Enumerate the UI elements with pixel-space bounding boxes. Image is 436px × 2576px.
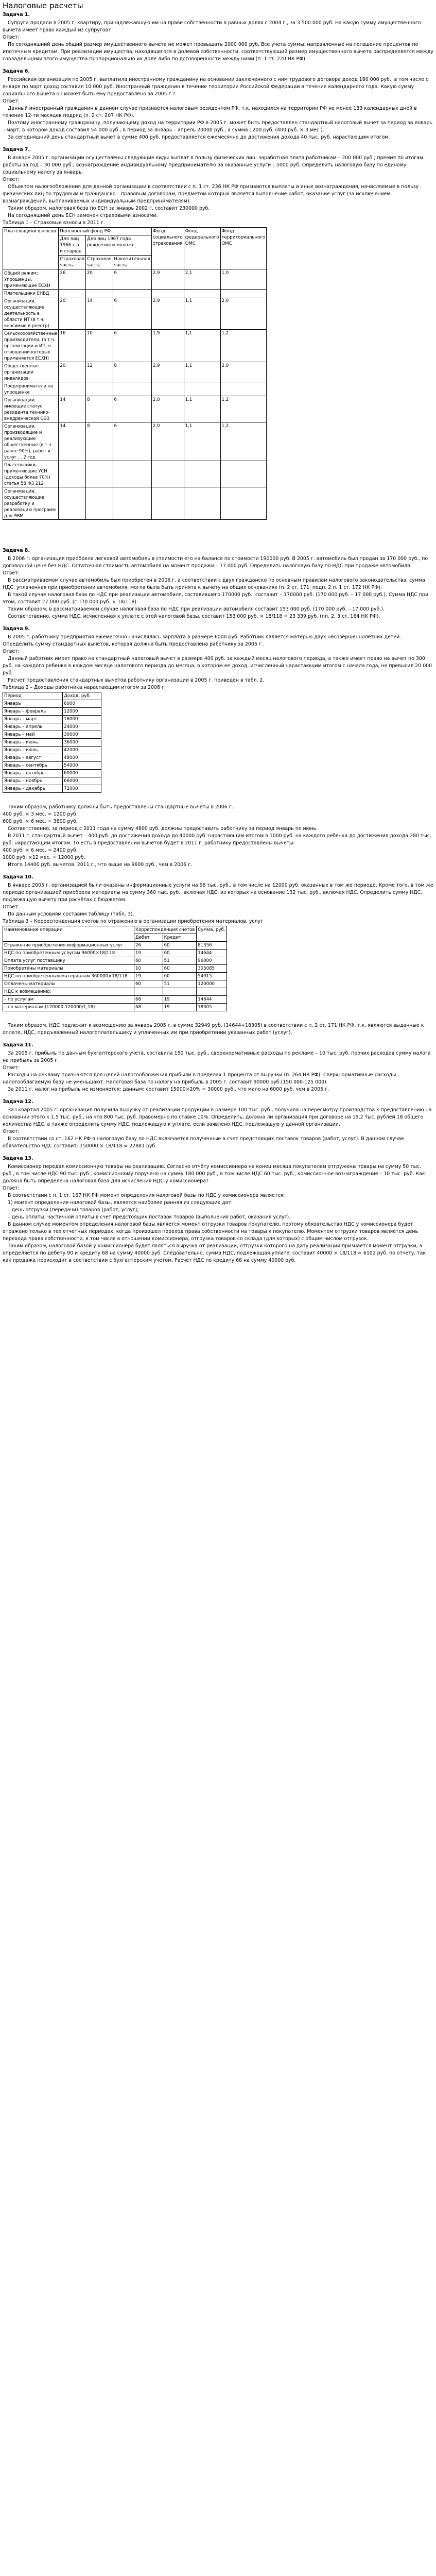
spacer	[3, 542, 433, 547]
task-title: Задача 6.	[3, 69, 30, 74]
table-cell: 72000	[63, 785, 101, 793]
paragraph: В январе 2005 г. организации осуществлены следующие виды выплат в пользу физических лиц: заработная плата работникам – 200 000 руб.; премия по итогам работы за год – 30 000 руб.; вознаграждение индивидуальному предпринимателю за оказанные услуги – 5000 руб. Определить налоговую базу по единому социальному налогу за январь.	[3, 155, 423, 175]
table-cell: 19	[163, 1004, 197, 1011]
table-cell: Январь – декабрь	[3, 785, 63, 793]
task-title: Задача 12.	[3, 1099, 33, 1105]
table-cell	[85, 382, 113, 396]
table-cell: 96000	[197, 957, 227, 965]
table-cell	[197, 988, 227, 996]
table-cell: 1,9	[151, 330, 184, 362]
table-cell: Сельскохозяйственные производители, (в т.ч. организации и ИП, в отношении которых применяется ЕСХН)	[3, 330, 59, 362]
table-cell	[85, 461, 113, 487]
table-cell: – по материалам (120000-120000/1,18)	[3, 1004, 134, 1011]
paragraph: Расходы на рекламу признаются для целей налогообложения прибыли в пределах 1 процента от выручки (п. 264 НК РФ). Сверхнормативные расходы налогооблагаемую базу не уменьшают. Налоговая база по налогу на прибыль в 2005 г. составит 90000 руб.(150 000-125 000).	[3, 1072, 396, 1085]
paragraph: Супруги продали в 2005 г. квартиру, принадлежавшую им на праве собственности в равных долях с 2004 г., за 3 500 000 руб. На какую сумму имущественного вычета имеет право каждый из супругов?	[3, 20, 421, 33]
table-row	[3, 461, 267, 487]
page	[0, 0, 436, 1268]
paragraph: В 2005 г. работнику предприятия ежемесячно начислялась зарплата в размере 6000 руб. Работник является матерью двух несовершеннолетних детей. Определить сумму стандартных вычетов, которая должна быть предоставлена работнику за 2005 г.	[3, 634, 402, 647]
spacer	[3, 1017, 433, 1022]
task-section	[3, 1042, 433, 1093]
table-cell: Приобретены материалы	[3, 965, 134, 973]
table-cell	[220, 290, 267, 297]
paragraph: В данном случае моментом определения налоговой базы является момент отгрузки товаров покупателю, поэтому обязательство НДС у комиссионера будет отражено только в тех отчетных периодах, когда произошел переход права собственности на товары к покупателю. Моментом отгрузки товаров является день перехода права собственности, в том числе в отношении комиссионера, отгрузка товаров со склада (для которых) с общим числом отгрузок.	[3, 1222, 418, 1242]
table-row	[3, 957, 227, 965]
table-row	[3, 487, 267, 520]
table-cell: 2,9	[151, 269, 184, 290]
table-cell: 12000	[63, 708, 101, 716]
table-cell	[220, 461, 267, 487]
paragraph: 1) момент определения налоговой базы, является наиболее ранняя из следующих дат:	[8, 1200, 233, 1206]
answer-label: Ответ:	[3, 649, 20, 654]
header-cell: Фонд федерального ОМС	[184, 228, 220, 269]
table-cell	[151, 461, 184, 487]
paragraph: Таким образом, работнику должны быть предоставлены стандартные вычеты в 2006 г.:	[8, 804, 235, 810]
table-cell: Январь – апрель	[3, 723, 63, 731]
table-cell: 60	[163, 950, 197, 957]
table-cell: – по услугам	[3, 996, 134, 1004]
table-cell: Оплачены материалы	[3, 980, 134, 988]
table-cell: НДС по приобретенным услугам 96000×18/118	[3, 950, 134, 957]
table-row	[3, 716, 101, 723]
income-table	[3, 692, 101, 793]
table-cell: 16	[59, 330, 86, 362]
paragraph: В 2011 г. стандартный вычет – 400 руб. до достижения дохода до 40000 руб. нарастающим итогом в 1000 руб. на каждого ребенка до достижения дохода 280 тыс. руб. нарастающим итогом. То есть в предоставлении вычетов будет в 2011 г. работнику предоставлены вычеты:	[3, 833, 431, 846]
table-cell: Отражение приобретения информационных услуг	[3, 942, 134, 950]
task-section	[3, 11, 433, 63]
table-cell: Январь – февраль	[3, 708, 63, 716]
table-cell: 2,0	[220, 297, 267, 330]
paragraph: – день отгрузки (передачи) товаров (работ, услуг);	[8, 1207, 139, 1213]
table-cell: Общественные организации инвалидов	[3, 362, 59, 382]
table-cell: НДС к возмещению:	[3, 988, 134, 996]
table-cell	[59, 290, 86, 297]
paragraph: Данный иностранный гражданин в данном случае признается налоговым резидентом РФ, т.к. находился на территории РФ не менее 183 календарных дней в течение 12-ти месяцев подряд (п. 2 ст. 207 НК РФ).	[3, 106, 417, 118]
table-cell: Январь – ноябрь	[3, 777, 63, 785]
paragraph: Объектом налогообложения для данной организации в соответствии с п. 1 ст. 236 НК РФ признаются выплаты и иные вознаграждения, начисляемые в пользу физических лиц по трудовым и гражданско – правовым договорам, предметом которых является выполнение работ, оказание услуг (за исключением вознаграждений, выплачиваемых индивидуальным предпринимателям).	[3, 184, 419, 204]
task-title: Задача 10.	[3, 874, 33, 880]
task-section	[3, 547, 433, 620]
table-cell	[151, 487, 184, 520]
table-row	[3, 269, 267, 290]
table-row	[3, 980, 227, 988]
table-row	[3, 739, 101, 747]
table-cell: 18000	[63, 716, 101, 723]
spacer	[3, 793, 433, 799]
paragraph: В такой случае налоговая база по НДС при реализации автомобиля, составившего 170000 руб., составит – 170000 руб. (170 000 руб. – 17 000 руб.). Сумма НДС при этом, составит 27 000 руб. (с 170 000 руб. × 18/118).	[3, 592, 429, 605]
accounts-table	[3, 926, 227, 1011]
header-cell: Доход, руб.	[63, 692, 101, 700]
table-row	[3, 422, 267, 461]
header-cell: Для лиц 1967 года рождения и моложе	[85, 235, 151, 256]
spacer	[3, 869, 433, 874]
table-cell: Январь – август	[3, 754, 63, 762]
spacer	[3, 1037, 433, 1042]
answer-label: Ответ:	[3, 570, 20, 576]
table-header-row	[3, 692, 101, 700]
table-cell: 1,1	[184, 330, 220, 362]
table-cell: 66000	[63, 777, 101, 785]
header-cell: Страховая часть	[85, 256, 113, 269]
header-cell: Период	[3, 692, 63, 700]
answer-label: Ответ:	[3, 98, 20, 104]
header-cell: Наименование операции	[3, 926, 134, 942]
document-body	[3, 11, 433, 1264]
table-cell: 48000	[63, 754, 101, 762]
answer-label: Ответ:	[3, 177, 20, 182]
task-section	[3, 68, 433, 141]
table-caption: Таблица 3 – Корреспонденция счетов по отражению в организации приобретения материалов, услуг	[3, 919, 264, 924]
table-row	[3, 396, 267, 422]
table-cell: НДС по приобретенным материалам 360000×18/118	[3, 973, 134, 980]
table-cell: 18305	[197, 1004, 227, 1011]
table-cell: Плательщики ЕНВД	[3, 290, 59, 297]
table-cell	[220, 487, 267, 520]
table-cell: 305085	[197, 965, 227, 973]
table-cell: 2,9	[151, 362, 184, 382]
table-cell: 2,0	[151, 422, 184, 461]
table-cell: 19	[134, 950, 163, 957]
paragraph: Таким образом, налоговая база по ЕСН за январь 2002 г. составит 230000 руб.	[8, 206, 210, 211]
table-cell	[163, 988, 197, 996]
paragraph: Комиссионер передал комиссионную товары на реализацию. Согласно отчёту комиссионера на конец месяца покупателем отгружены товары на сумму 50 тыс. руб., в том числе НДС 90 тыс. руб., комиссионному поручено на сумму 180 000 руб., в том числе НДС 60 тыс. руб., комиссионное вознаграждение – 10 тыс. руб. Как должна быть определена налоговая база для исчисления НДС у комиссионера?	[3, 1164, 425, 1184]
table-row	[3, 996, 227, 1004]
table-cell	[113, 290, 151, 297]
table-cell: 36000	[63, 739, 101, 747]
table-cell: 8	[85, 396, 113, 422]
task-section	[3, 1155, 433, 1264]
paragraph: Таким образом, в рассматриваемом случае налоговая база по НДС при реализации автомобиля составит 153 000 руб. (170 000 руб. – 17 000 руб.).	[8, 606, 385, 612]
task-title: Задача 7.	[3, 147, 30, 152]
table-cell	[151, 382, 184, 396]
table-cell: 6	[113, 422, 151, 461]
answer-label: Ответ:	[3, 35, 20, 40]
header-cell: Дебет	[134, 934, 163, 942]
table-cell: 54000	[63, 762, 101, 770]
header-cell: Страховая часть	[59, 256, 86, 269]
paragraph: 1000 руб. ×12 мес. = 12000 руб.	[3, 855, 85, 860]
table-row	[3, 723, 101, 731]
table-row	[3, 965, 227, 973]
table-header-row	[3, 228, 267, 235]
table-row	[3, 708, 101, 716]
spacer	[3, 520, 433, 542]
table-cell: 60000	[63, 770, 101, 777]
table-cell	[151, 290, 184, 297]
table-cell	[113, 382, 151, 396]
answer-label: Ответ:	[3, 1065, 20, 1071]
paragraph: 400 руб. × 6 мес. = 2400 руб.	[3, 848, 78, 853]
table-cell: 26	[134, 942, 163, 950]
table-cell: Предприниматели на упрощенке	[3, 382, 59, 396]
header-cell: Пенсионный фонд РФ	[59, 228, 151, 235]
table-cell: 81356	[197, 942, 227, 950]
table-cell: 8	[85, 422, 113, 461]
table-cell: 1,2	[220, 330, 267, 362]
table-cell	[184, 290, 220, 297]
table-cell: Организации, осуществляющие разработку и реализацию программ для ЭВМ	[3, 487, 59, 520]
task-title: Задача 1.	[3, 12, 30, 18]
table-cell	[184, 487, 220, 520]
spacer	[3, 141, 433, 146]
table-row	[3, 942, 227, 950]
header-cell: Фонд социального страхования	[151, 228, 184, 269]
paragraph: В рассматриваемом случае автомобиль был приобретен в 2006 г. а соответствии с двух гражданско по основным правилам налогового законодательства, сумма НДС, уплаченная при приобретении автомобиля, могла была быть принята к вычету на общих основаниях (п. 2 ст. 171, подп. 2 п. 1 ст. 172 НК РФ).	[3, 578, 425, 590]
paragraph: Соответственно, сумма НДС, исчисленная к уплате с этой налоговой базы, составит 153 000 руб. × 18/118 = 23 339 руб. (пп. 2, 3 ст. 164 НК РФ).	[8, 614, 380, 619]
table-header-row	[3, 926, 227, 934]
header-cell: Плательщики взносов	[3, 228, 59, 269]
table-row	[3, 297, 267, 330]
answer-label: Ответ:	[3, 1185, 20, 1191]
table-cell: 2,1	[184, 269, 220, 290]
table-row	[3, 777, 101, 785]
task-title: Задача 13.	[3, 1156, 33, 1161]
table-cell: 20	[59, 297, 86, 330]
paragraph: Таким образом, НДС подлежит к возмещению за январь 2005 г. в сумме 32949 руб. (14644+18305) в соответствии с п. 2 ст. 171 НК РФ, т.к. являются выданные к оплате, НДС, предъявленный налогоплательщику и уплаченных им при приобретении указанных работ (услуг).	[3, 1023, 424, 1036]
table-cell: Январь – июнь	[3, 739, 63, 747]
table-cell: 19	[134, 973, 163, 980]
insurance-rates-table	[3, 227, 267, 520]
paragraph: На сегодняшний день ЕСН заменен страховыми взносами.	[8, 213, 158, 218]
table-cell: 1,2	[220, 422, 267, 461]
table-cell: 1,1	[184, 362, 220, 382]
table-cell: 14	[85, 297, 113, 330]
answer-label: Ответ:	[3, 1129, 20, 1134]
task-section	[3, 874, 433, 1037]
table-cell: 14644	[197, 996, 227, 1004]
table-row	[3, 988, 227, 996]
header-cell: Корреспонденция счетов	[134, 926, 197, 934]
paragraph: В соответствии с п. 1 ст. 167 НК РФ момент определения налоговой базы по НДС у комиссионера является:	[8, 1193, 285, 1198]
spacer	[3, 1093, 433, 1098]
table-cell: 14	[59, 396, 86, 422]
table-cell	[59, 382, 86, 396]
header-cell: Для лиц 1966 г.р. и старше	[59, 235, 86, 256]
table-cell: 1,1	[184, 396, 220, 422]
table-cell: 60	[163, 942, 197, 950]
paragraph: За 2011 г. налог на прибыль не изменяется: данным: составит 15000×20% = 30000 руб., что мало на 6000 руб. чем в 2005 г.	[8, 1087, 329, 1092]
paragraph: Российская организация по 2005 г. выплатила иностранному гражданину на основании заключенного с ним трудового договора доход 180 000 руб., в том числе с января по март доход составил 10 000 руб. Иностранный гражданин в течение территории Российской Федерации в течение календарного года. Какую сумму социального вычета он может быть ему предоставлено за 2005 г.?	[3, 77, 429, 97]
table-cell: 2,9	[151, 297, 184, 330]
table-cell: 68	[134, 996, 163, 1004]
table-cell: 6	[113, 396, 151, 422]
header-cell: Накопительная часть	[113, 256, 151, 269]
table-cell: Январь – июль	[3, 747, 63, 754]
table-cell: Оплата услуг поставщику	[3, 957, 134, 965]
table-cell: Январь – май	[3, 731, 63, 739]
paragraph: В январе 2005 г. организацией были оказаны информационные услуги на 96 тыс. руб., в том числе на 12000 руб. оказанных в том же периоде. Кроме того, в том же периоде организацией приобрела материалы на сумму 360 тыс. руб., включая НДС, из которых на основание 132 тыс. руб., включая НДС. Определить сумму НДС, подлежащую вычету при расчётах с бюджетом.	[3, 883, 433, 903]
task-section	[3, 625, 433, 869]
table-row	[3, 754, 101, 762]
table-cell: 60	[134, 957, 163, 965]
table-cell: Общий режим; Упрощенцы, применяющие ЕСХН	[3, 269, 59, 290]
task-title: Задача 8.	[3, 548, 30, 553]
table-cell	[220, 382, 267, 396]
table-cell: 51	[163, 980, 197, 988]
table-row	[3, 290, 267, 297]
header-cell: Фонд территориального ОМС	[220, 228, 267, 269]
spacer	[3, 799, 433, 804]
table-row	[3, 731, 101, 739]
table-cell: 2,0	[151, 396, 184, 422]
header-cell: Сумма, руб.	[197, 926, 227, 942]
paragraph: По данным условиям составим таблицу (табл. 3).	[8, 911, 134, 917]
table-cell	[184, 461, 220, 487]
paragraph: За сегодняшний день стандартный вычет в сумме 400 руб. предоставляется ежемесячно до достижения дохода 40 тыс. руб. нарастающим итогом.	[8, 134, 390, 140]
paragraph: 600 руб. × 6 мес. = 3600 руб.	[3, 819, 78, 824]
spacer	[3, 1012, 433, 1017]
paragraph: За 2005 г. прибыль по данным бухгалтерского учета, составила 150 тыс. руб., сверхнормативные расходы по рекламе – 10 тыс. руб. прочих расходов сумму налога на прибыль за 2005 г.	[3, 1050, 431, 1063]
paragraph: Поэтому иностранному гражданину, получающему доход на территории РФ в 2005 г. может быть предоставлен стандартный налоговый вычет за период за январь – март, в котором доход составил 54 000 руб., в период за январь – апрель 20000 руб., а сумма 1200 руб. (400 руб. × 3 мес.).	[3, 120, 432, 133]
paragraph: В соответствии со ст. 162 НК РФ в налоговую базу по НДС включается полученные в счет предстоящих поставок товаров (работ, услуг). В данном случае обязательство НДС составит: 150000 × 18/118 = 22881 руб.	[3, 1136, 404, 1149]
table-cell	[85, 487, 113, 520]
table-cell: 42000	[63, 747, 101, 754]
paragraph: – день оплаты, частичной оплаты в счет предстоящих поставок товаров (выполнения работ, оказания услуг).	[8, 1214, 291, 1220]
answer-label: Ответ:	[3, 904, 20, 910]
table-cell: 6	[113, 269, 151, 290]
paragraph: За I квартал 2005 г. организация получила выручку от реализации продукции в размере 100 тыс. руб., получила на пересмотру производства к предоставлению на основании этого к 1.5 тыс. руб., на что 800 тыс. руб. правомерно по ставке 10%. Определить, должна ли организация при договоре на 19,2 тыс. рублей 18 общего количества НДС, а также определить сумму НДС, подлежащую к уплате, если заявлено НДС, подлежащую у данной организации.	[3, 1107, 432, 1127]
table-cell	[59, 461, 86, 487]
task-section	[3, 146, 433, 542]
table-cell: 60	[134, 980, 163, 988]
table-caption: Таблица 2 – Доходы работника нарастающим итогом за 2006 г.	[3, 685, 166, 690]
table-row	[3, 950, 227, 957]
table-cell: 60	[163, 973, 197, 980]
table-caption: Таблица 1 – Страховые взносы в 2011 г.	[3, 220, 105, 226]
spacer	[3, 620, 433, 625]
table-cell	[85, 290, 113, 297]
table-row	[3, 770, 101, 777]
table-cell: 54915	[197, 973, 227, 980]
table-cell: 14	[59, 422, 86, 461]
table-cell: 6	[113, 330, 151, 362]
table-cell: Организации, осуществляющие деятельность в области ИТ (в т.ч. вносимые в реестр)	[3, 297, 59, 330]
table-cell: 10	[134, 965, 163, 973]
table-row	[3, 747, 101, 754]
paragraph: По сегодняшний день общий размер имущественного вычета не может превышать 2000 000 руб. Все учета суммы, направленные на погашение процентов по ипотечным кредитам. При реализации имущества, находящегося в долевой собственности, соответствующий размер имущественного вычета распределяется между совладельцами этого имущества пропорционально их доле либо по договоренности между ними (п. 1 ст. 220 НК РФ).	[3, 42, 433, 62]
task-title: Задача 9.	[3, 626, 30, 632]
table-cell: 26	[59, 269, 86, 290]
table-cell: Организации, производящие и реализующие общественные (в т.ч. ранее 90%), работ и услуг ... 2 год	[3, 422, 59, 461]
table-cell	[59, 487, 86, 520]
table-cell: 12	[85, 362, 113, 382]
page-title: Налоговые расчеты	[3, 1, 83, 10]
paragraph: Таким образом, налоговой базой у комиссионера будет являться выручка от реализации, отгрузки которого на дату реализации признается момент отгрузки, а определяется по дебету 90 и кредиту 68 на сумму 40000 руб. Следовательно, сумма НДС, подлежащая уплате, составит 40000 × 18/118 = 6102 руб. по отчету, так как продажа происходит в соответствии с бухгалтерским учетом. Расчет НДС по кредиту 68 на сумму 40000 руб.	[3, 1243, 426, 1263]
table-cell: 24000	[63, 723, 101, 731]
paragraph: Расчет предоставления стандартных вычетов работнику организации в 2005 г. приведен в табл. 2.	[8, 677, 265, 683]
table-cell: 51	[163, 957, 197, 965]
table-cell: Организации, имеющие статус резидента технико-внедренческой ОЭЗ	[3, 396, 59, 422]
table-row	[3, 330, 267, 362]
table-row	[3, 785, 101, 793]
table-cell: 6	[113, 297, 151, 330]
table-row	[3, 382, 267, 396]
table-cell	[113, 487, 151, 520]
table-cell: 68	[134, 1004, 163, 1011]
table-cell: 1,2	[220, 396, 267, 422]
table-cell: 1,1	[184, 422, 220, 461]
table-cell: 8	[113, 362, 151, 382]
table-cell: Январь – октябрь	[3, 770, 63, 777]
table-cell: 14644	[197, 950, 227, 957]
table-cell: 19	[163, 996, 197, 1004]
table-cell: 20	[59, 362, 86, 382]
table-row	[3, 362, 267, 382]
table-row	[3, 973, 227, 980]
table-row	[3, 762, 101, 770]
paragraph: 400 руб. × 3 мес. = 1200 руб.	[3, 811, 78, 817]
table-cell: 10	[85, 330, 113, 362]
table-cell: 30000	[63, 731, 101, 739]
table-cell: Плательщики, применяющие УСН (доходы более 70%) статья 58 ФЗ 212	[3, 461, 59, 487]
table-cell: Январь	[3, 700, 63, 708]
table-cell	[113, 461, 151, 487]
spacer	[3, 63, 433, 68]
table-cell: 2,0	[220, 362, 267, 382]
table-cell: 1,0	[220, 269, 267, 290]
table-cell: 20	[85, 269, 113, 290]
task-title: Задача 11.	[3, 1042, 33, 1048]
header-cell: Кредит	[163, 934, 197, 942]
table-cell: Январь – март	[3, 716, 63, 723]
table-cell	[184, 382, 220, 396]
table-cell: 120000	[197, 980, 227, 988]
paragraph: Соответственно, за период с 2011 года на сумму 4800 руб. должны предоставить работнику за период январь по июнь.	[8, 826, 318, 832]
paragraph: Итого 14400 руб. вычетов. 2011 г., что выше на 9600 руб., чем в 2006 г.	[8, 862, 193, 868]
table-row	[3, 700, 101, 708]
table-cell: 6000	[63, 700, 101, 708]
paragraph: В 2006 г. организация приобрела легковой автомобиль в стоимости его на балансе по стоимости 190000 руб. В 2005 г. автомобиль был продан за 170 000 руб., по договорной цене без НДС. Остаточная стоимость автомобиля на момент продажи – 17 000 руб. Определить налоговую базу по НДС при продаже автомобиля.	[3, 556, 428, 569]
table-cell: 1,1	[184, 297, 220, 330]
table-cell	[134, 988, 163, 996]
table-cell: Январь – сентябрь	[3, 762, 63, 770]
spacer	[3, 1150, 433, 1155]
task-section	[3, 1098, 433, 1150]
paragraph: Данный работник имеет право на стандартный налоговый вычет в размере 400 руб. за каждый месяц налогового периода, а также имеет право на вычет по 300 руб. на каждого ребенка в каждом месяце налогового периода до месяца, в котором ее доход, исчисленный нарастающим итогом с начала года, не превысил 20 000 руб.	[3, 656, 432, 676]
table-cell: 60	[163, 965, 197, 973]
table-row	[3, 1004, 227, 1011]
